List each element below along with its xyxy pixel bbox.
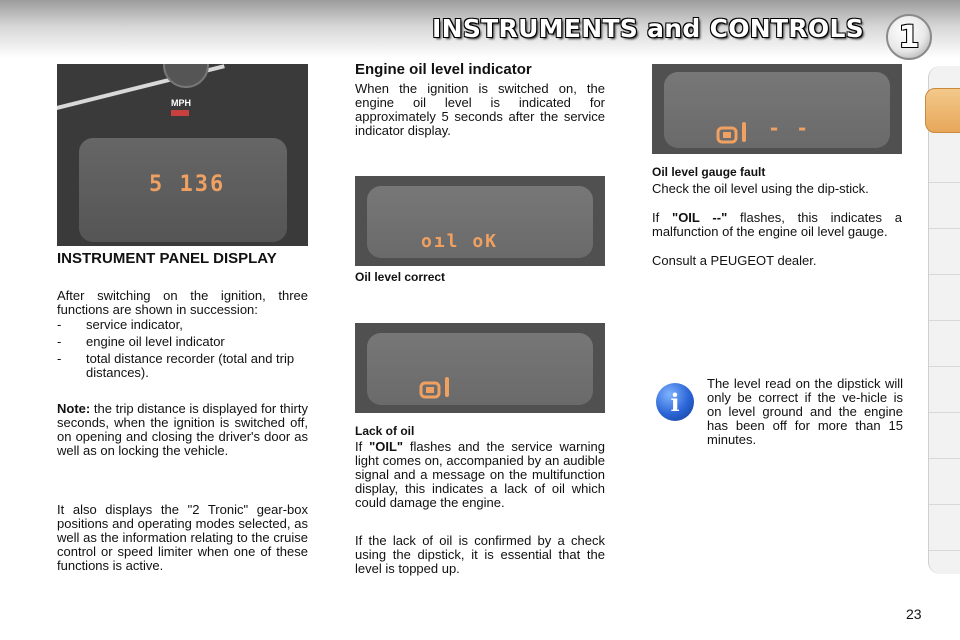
gauge-fault-paragraph: [652, 211, 902, 239]
gauge-fault-check: Check the oil level using the dip-stick.: [652, 181, 869, 196]
list-item: - total distance recorder (total and trip distances).: [57, 351, 295, 380]
list-item-text: service indicator,: [86, 317, 183, 332]
odometer-readout: 5 136: [149, 172, 226, 197]
chapter-tab[interactable]: [929, 138, 960, 183]
display-screen: [367, 333, 593, 405]
consult-dealer: Consult a PEUGEOT dealer.: [652, 253, 817, 268]
section-heading-lack-of-oil: Lack of oil: [355, 424, 415, 438]
chapter-tab[interactable]: [929, 184, 960, 229]
section-heading-instrument-panel: INSTRUMENT PANEL DISPLAY: [57, 250, 277, 267]
lack-text: flashes and the service warning light comes on, accompanied by an audible signal and a message on the multifunction display, this indicates a lack of oil which could damage the engine.: [355, 439, 605, 510]
gauge-fault-photo: [652, 64, 902, 154]
oil-fault-code: "OIL --": [672, 210, 728, 225]
chapter-tab[interactable]: [929, 414, 960, 459]
dipstick-paragraph: If the lack of oil is confirmed by a check using the dipstick, it is essential that the level is topped up.: [355, 533, 605, 576]
chapter-tab[interactable]: [929, 368, 960, 413]
oil-ok-readout: oıl oK: [421, 231, 499, 252]
gearbox-paragraph: It also displays the "2 Tronic" gear-box positions and operating modes selected, as well as the information relating to the cruise control or speed limiter when one of these functions is active.: [57, 502, 308, 573]
oil-indicator-intro: When the ignition is switched on, the engine oil level is indicated for approximately 5 seconds after the service indicator display.: [355, 81, 605, 138]
chapter-tab[interactable]: [929, 322, 960, 367]
caption-oil-level-correct: Oil level correct: [355, 270, 446, 284]
chapter-tab[interactable]: [929, 276, 960, 321]
chapter-tab[interactable]: [929, 460, 960, 505]
oil-can-icon: [716, 120, 752, 146]
note-text: the trip distance is displayed for thirty seconds, when the ignition is switched off, on opening and closing the driver's door as well as on locking the vehicle.: [57, 401, 308, 458]
oil-level-correct-photo: [355, 176, 605, 266]
oil-code: "OIL": [369, 439, 404, 454]
list-item: - service indicator,: [57, 317, 183, 332]
function-list: [57, 318, 308, 380]
kmh-marking: [171, 110, 189, 116]
lack-if: If: [355, 439, 370, 454]
needle-hub: [163, 64, 209, 88]
fault-if: If: [652, 210, 673, 225]
info-note: The level read on the dipstick will only be correct if the ve-hicle is on level ground and the engine has been off for more than 15 minutes.: [707, 376, 903, 447]
instrument-panel-photo: [57, 64, 308, 246]
section-heading-oil-indicator: Engine oil level indicator: [355, 61, 532, 78]
list-item: - engine oil level indicator: [57, 334, 225, 349]
page-number: 23: [906, 606, 922, 622]
info-icon: i: [656, 383, 694, 421]
page-title: INSTRUMENTS and CONTROLS: [432, 14, 864, 43]
list-item-text: engine oil level indicator: [86, 334, 225, 349]
oil-can-icon: [419, 375, 455, 401]
list-item-text: total distance recorder (total and trip distances).: [86, 351, 295, 380]
gauge-fault-readout: - -: [768, 116, 811, 140]
note-paragraph: [57, 402, 308, 458]
instrument-panel-intro: After switching on the ignition, three functions are shown in succession:: [57, 288, 308, 317]
note-label: Note:: [57, 401, 91, 416]
chapter-tab[interactable]: [929, 506, 960, 551]
section-heading-gauge-fault: Oil level gauge fault: [652, 165, 766, 179]
mph-label: MPH: [171, 98, 191, 108]
chapter-tab[interactable]: [929, 230, 960, 275]
chapter-tab-strip: [928, 66, 960, 574]
lack-of-oil-photo: [355, 323, 605, 413]
lack-of-oil-paragraph: [355, 440, 605, 510]
chapter-badge: 1: [886, 14, 932, 60]
chapter-tab-active[interactable]: [925, 88, 960, 133]
fault-text: flashes, this indicates a malfunction of the engine oil level gauge.: [652, 210, 902, 239]
